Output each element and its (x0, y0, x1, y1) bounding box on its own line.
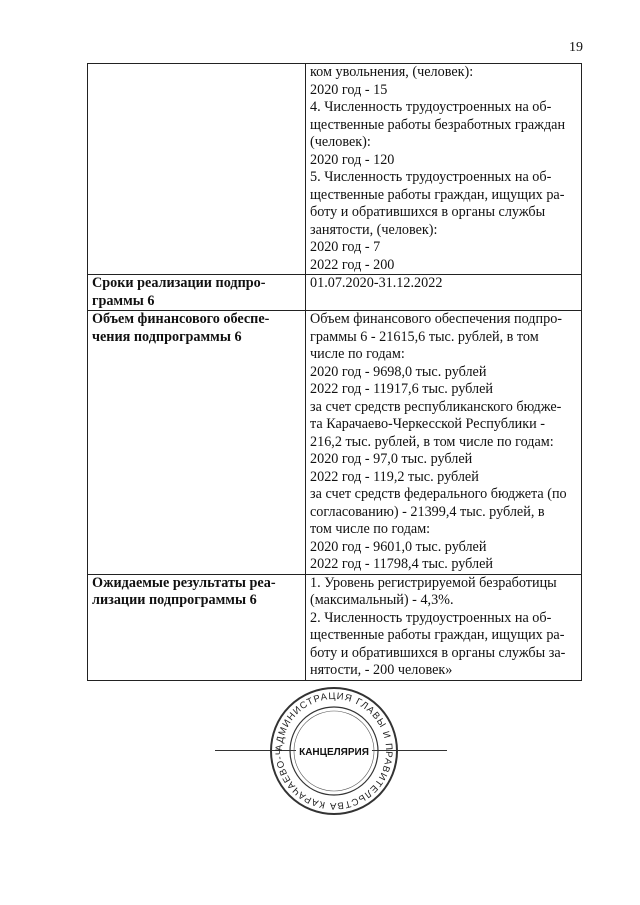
text-line: занятости, (человек): (310, 221, 438, 238)
seal-outer-text: АДМИНИСТРАЦИЯ ГЛАВЫ И ПРАВИТЕЛЬСТВА КАРАЧАЕВО-Ч (273, 690, 395, 812)
text-line: 2020 год - 7 (310, 239, 381, 255)
text-line: щественные работы безработных граждан (310, 116, 566, 133)
text-line: 2020 год - 9601,0 тыс. рублей (310, 538, 487, 555)
text-line: согласованию) - 21399,4 тыс. рублей, в (310, 503, 545, 520)
table-row (88, 275, 582, 311)
text-line: 2. Численность трудоустроенных на об- (310, 609, 552, 626)
row-label (88, 64, 306, 275)
text-line: 2020 год - 120 (310, 151, 395, 168)
text-line: 2022 год - 200 (310, 256, 395, 273)
text-line: том числе по годам: (310, 521, 431, 537)
text-line: щественные работы граждан, ищущих ра- (310, 627, 565, 643)
text-line: 2020 год - 9698,0 тыс. рублей (310, 363, 487, 380)
row-label: Объем финансового обеспе- чения подпрограммы 6 (88, 311, 306, 575)
text-line: 2020 год - 15 (310, 81, 388, 98)
text-line: 1. Уровень регистрируемой безработицы (310, 574, 557, 591)
signature-area (215, 683, 455, 813)
row-content (306, 64, 582, 275)
seal-center-text: КАНЦЕЛЯРИЯ (299, 747, 369, 758)
text-line: боту и обратившихся в органы службы (310, 204, 546, 220)
row-content (306, 574, 582, 680)
text-line: за счет средств федерального бюджета (по (310, 486, 567, 502)
text-line: 216,2 тыс. рублей, в том числе по годам: (310, 433, 554, 450)
text-line: 2020 год - 97,0 тыс. рублей (310, 451, 473, 467)
text-line: нятости, - 200 человек» (310, 662, 453, 678)
table-row (88, 574, 582, 680)
text-line: 01.07.2020-31.12.2022 (310, 275, 443, 291)
text-line: (максимальный) - 4,3%. (310, 592, 454, 608)
official-seal-icon (268, 685, 400, 822)
text-line: 2022 год - 11917,6 тыс. рублей (310, 381, 494, 397)
text-line: 5. Численность трудоустроенных на об- (310, 169, 552, 185)
text-line: за счет средств республиканского бюдже- (310, 398, 562, 415)
text-line: 2022 год - 11798,4 тыс. рублей (310, 556, 494, 572)
text-line: числе по годам: (310, 346, 405, 362)
row-content (306, 311, 582, 575)
table-row (88, 64, 582, 275)
table-row (88, 311, 582, 575)
subprogram-table (87, 63, 582, 681)
text-line: та Карачаево-Черкесской Республики - (310, 416, 546, 432)
text-line: боту и обратившихся в органы службы за- (310, 644, 566, 661)
row-label: Сроки реализации подпро- граммы 6 (88, 275, 306, 311)
text-line: граммы 6 - 21615,6 тыс. рублей, в том (310, 328, 539, 345)
text-line: Объем финансового обеспечения подпро- (310, 311, 563, 327)
text-line: ком увольнения, (человек): (310, 64, 474, 80)
row-content (306, 275, 582, 311)
page-number: 19 (569, 40, 583, 55)
text-line: щественные работы граждан, ищущих ра- (310, 186, 565, 203)
text-line: 4. Численность трудоустроенных на об- (310, 99, 552, 115)
text-line: 2022 год - 119,2 тыс. рублей (310, 468, 479, 485)
row-label: Ожидаемые результаты реа- лизации подпрограммы 6 (88, 574, 306, 680)
text-line: (человек): (310, 134, 371, 150)
